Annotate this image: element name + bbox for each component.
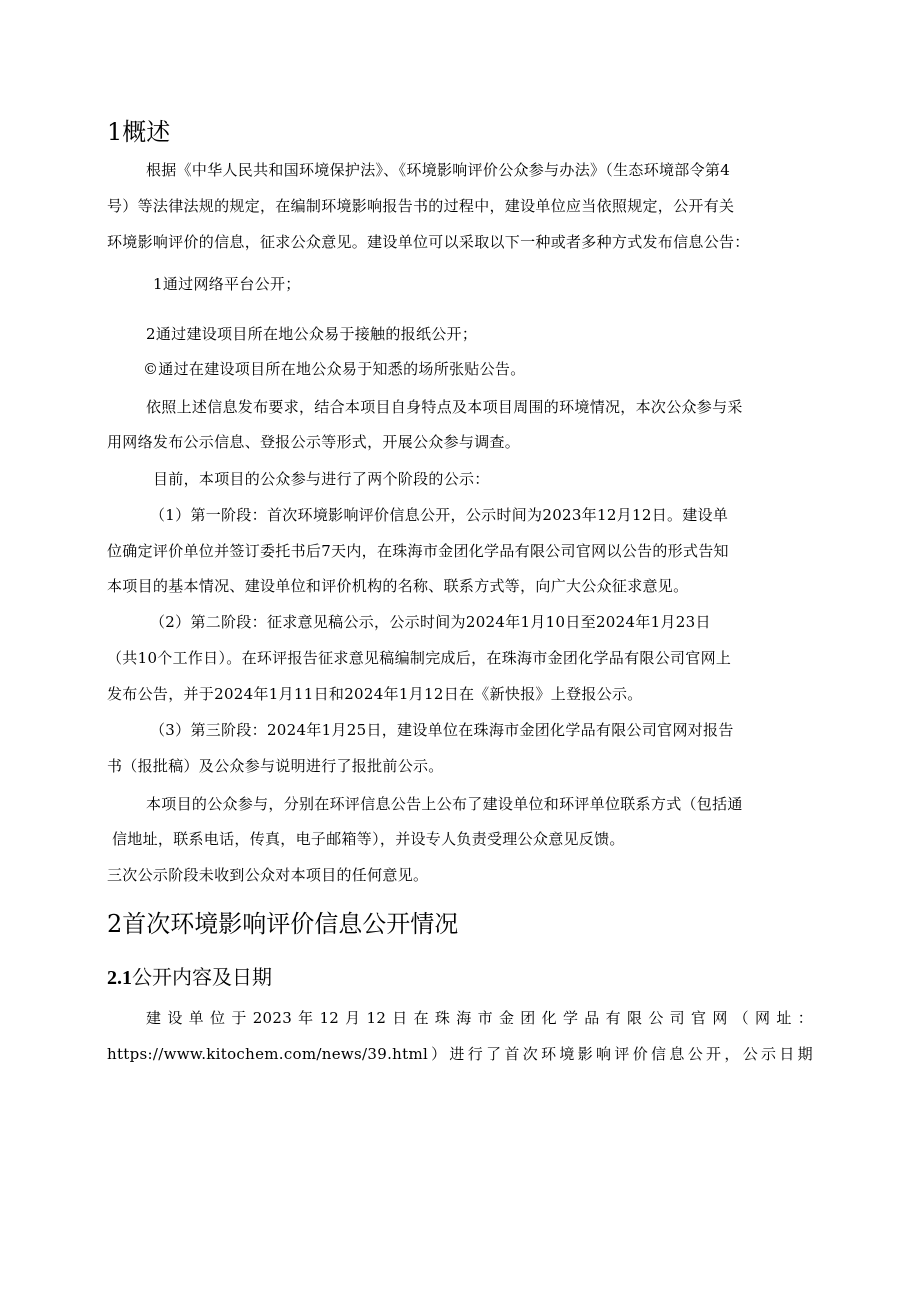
section-2-1-number: 2.1	[107, 967, 132, 989]
method-item-1: 1通过网络平台公开；	[153, 275, 301, 293]
section-1-heading: 1概述	[107, 118, 171, 146]
section-2-1-line-1: 建设单位于2023年12月12日在珠海市金团化学品有限公司官网（网址：	[146, 1009, 813, 1027]
intro-line-3: 环境影响评价的信息，征求公众意见。建设单位可以采取以下一种或者多种方式发布信息公告：	[107, 233, 750, 251]
approach-line-2: 用网络发布公示信息、登报公示等形式，开展公众参与调查。	[107, 433, 521, 451]
method-item-2: 2通过建设项目所在地公众易于接触的报纸公开；	[146, 325, 478, 343]
section-2-1-heading	[107, 964, 272, 991]
stage2-line-1: （2）第二阶段：征求意见稿公示，公示时间为2024年1月10日至2024年1月23日	[150, 613, 711, 631]
stage1-line-2: 位确定评价单位并签订委托书后7天内，在珠海市金团化学品有限公司官网以公告的形式告知	[107, 542, 729, 560]
section-2-1-title: 公开内容及日期	[132, 965, 272, 989]
stage2-line-3: 发布公告，并于2024年1月11日和2024年1月12日在《新快报》上登报公示。	[107, 685, 643, 703]
contact-line-1: 本项目的公众参与，分别在环评信息公告上公布了建设单位和环评单位联系方式（包括通	[146, 795, 743, 813]
stage3-line-2: 书（报批稿）及公众参与说明进行了报批前公示。	[107, 757, 444, 775]
intro-line-2: 号）等法律法规的规定，在编制环境影响报告书的过程中，建设单位应当依照规定，公开有关	[107, 197, 735, 215]
intro-line-1: 根据《中华人民共和国环境保护法》、《环境影响评价公众参与办法》（生态环境部令第4	[146, 161, 731, 179]
stage3-line-1: （3）第三阶段：2024年1月25日，建设单位在珠海市金团化学品有限公司官网对报告	[150, 721, 734, 739]
stage1-line-1: （1）第一阶段：首次环境影响评价信息公开，公示时间为2023年12月12日。建设单	[150, 506, 729, 524]
result-line: 三次公示阶段未收到公众对本项目的任何意见。	[107, 866, 429, 884]
contact-line-2: 信地址，联系电话，传真，电子邮箱等），并设专人负责受理公众意见反馈。	[112, 830, 625, 848]
stages-intro: 目前，本项目的公众参与进行了两个阶段的公示：	[153, 470, 490, 488]
method-item-3: ©通过在建设项目所在地公众易于知悉的场所张贴公告。	[143, 360, 526, 378]
approach-line-1: 依照上述信息发布要求，结合本项目自身特点及本项目周围的环境情况，本次公众参与采	[146, 398, 743, 416]
stage1-line-3: 本项目的基本情况、建设单位和评价机构的名称、联系方式等，向广大公众征求意见。	[107, 577, 689, 595]
section-2-1-line-2: https://www.kitochem.com/news/39.html）进行了首次环境影响评价信息公开，公示日期	[107, 1045, 813, 1063]
stage2-line-2: （共10个工作日）。在环评报告征求意见稿编制完成后，在珠海市金团化学品有限公司官网上	[107, 649, 732, 667]
section-2-heading: 2首次环境影响评价信息公开情况	[107, 910, 459, 938]
